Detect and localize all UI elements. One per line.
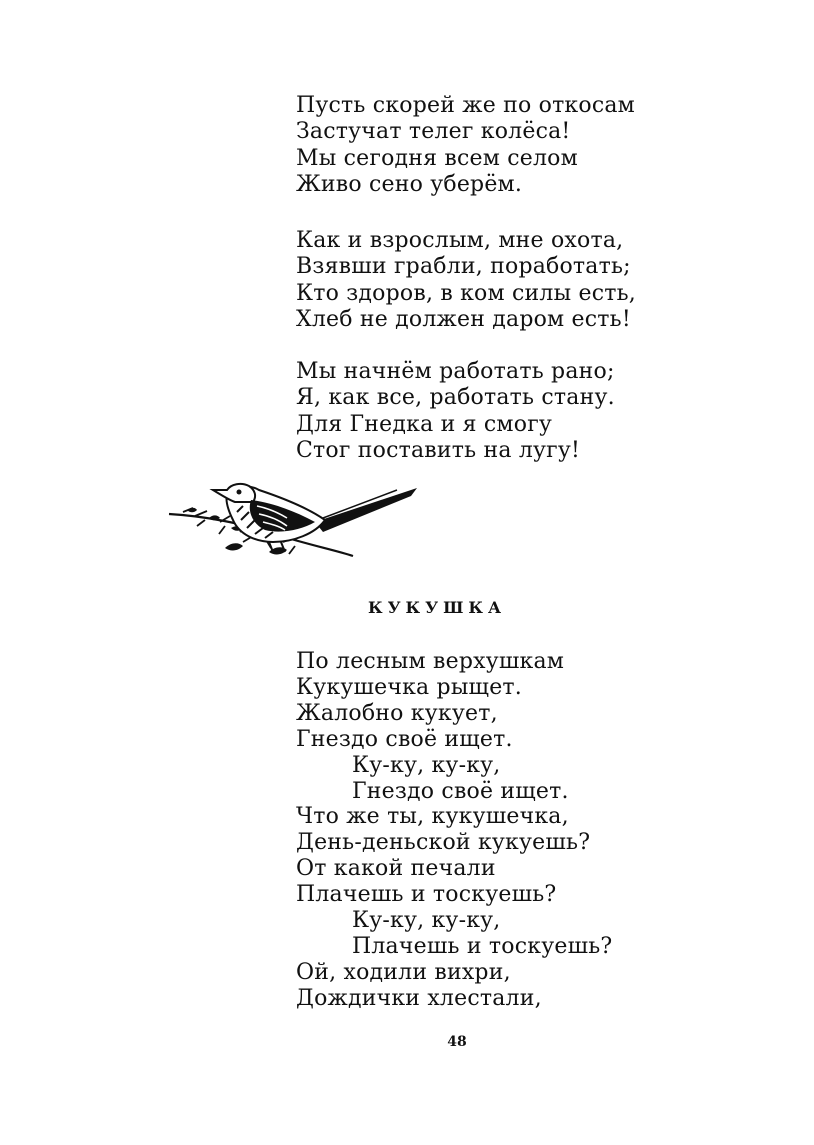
poem-line: Жалобно кукует, <box>296 700 498 726</box>
poem-line: Что же ты, кукушечка, <box>296 804 569 830</box>
poem-line: Взявши грабли, поработать; <box>296 254 631 280</box>
poem-refrain-line: Гнездо своё ищет. <box>352 778 569 804</box>
poem-line: Застучат телег колёса! <box>296 119 571 145</box>
page-number: 48 <box>447 1034 467 1050</box>
poem-line: Для Гнедка и я смогу <box>296 411 553 437</box>
poem-line: Мы сегодня всем селом <box>296 145 578 171</box>
poem-line: Ой, ходили вихри, <box>296 959 511 985</box>
poem-line: Кто здоров, в ком силы есть, <box>296 280 636 306</box>
poem-refrain-line: Ку-ку, ку-ку, <box>352 752 501 778</box>
poem-line: Стог поставить на лугу! <box>296 438 581 464</box>
poem-line: Хлеб не должен даром есть! <box>296 307 631 333</box>
poem-line: Я, как все, работать стану. <box>296 385 615 411</box>
stanza-2 <box>296 228 636 334</box>
poem-refrain-line: Плачешь и тоскуешь? <box>352 933 613 959</box>
poem-line: Живо сено уберём. <box>296 172 523 198</box>
poem-line: Кукушечка рыщет. <box>296 674 522 700</box>
poem-line: Как и взрослым, мне охота, <box>296 228 624 253</box>
poem-refrain-line: Ку-ку, ку-ку, <box>352 908 501 934</box>
stanza-1 <box>296 93 635 199</box>
stanza-3 <box>296 359 615 465</box>
poem-line: Гнездо своё ищет. <box>296 726 513 752</box>
poem-line: Плачешь и тоскуешь? <box>296 882 557 908</box>
poem-line: День-деньской кукуешь? <box>296 830 591 856</box>
poem-title: КУКУШКА <box>368 598 506 617</box>
poem-line: Пусть скорей же по откосам <box>296 93 635 118</box>
poem-line: По лесным верхушкам <box>296 649 565 674</box>
poem-kukushka <box>296 649 612 1012</box>
cuckoo-bird-on-branch-icon <box>165 472 425 564</box>
poem-line: Мы начнём работать рано; <box>296 359 615 384</box>
poem-line: От какой печали <box>296 856 496 882</box>
poem-line: Дождички хлестали, <box>296 985 542 1011</box>
